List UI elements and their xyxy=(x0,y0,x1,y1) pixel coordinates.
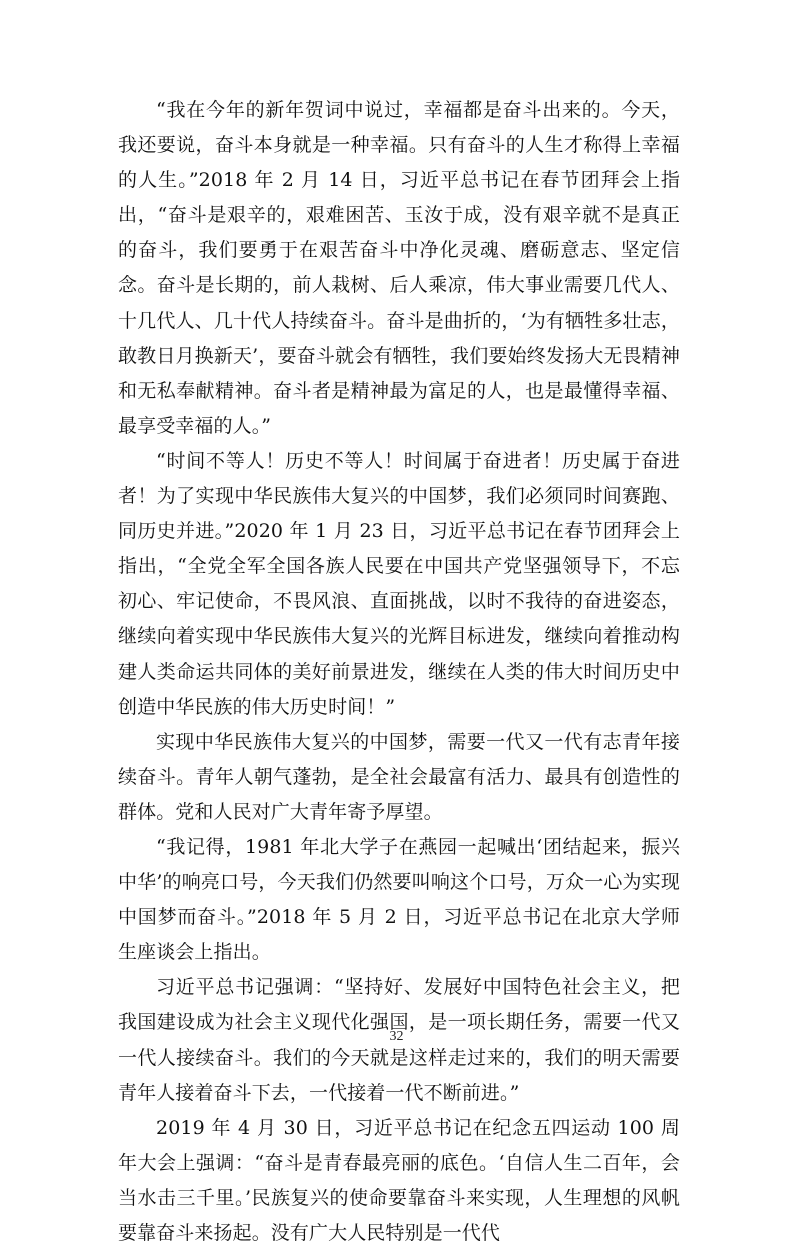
page-number: 32 xyxy=(389,1029,404,1044)
body-text xyxy=(118,93,680,1251)
paragraph-1: “我在今年的新年贺词中说过，幸福都是奋斗出来的。今天，我还要说，奋斗本身就是一种幸福。只有奋斗的人生才称得上幸福的人生。”2018 年 2 月 14 日，习近平总书记在春节团拜会上指出，“奋斗是艰辛的，艰难困苦、玉汝于成，没有艰辛就不是真正的奋斗，我们要勇于在艰苦奋斗中净化灵魂、磨砺意志、坚定信念。奋斗是长期的，前人栽树、后人乘凉，伟大事业需要几代人、十几代人、几十代人持续奋斗。奋斗是曲折的，‘为有牺牲多壮志，敢教日月换新天’，要奋斗就会有牺牲，我们要始终发扬大无畏精神和无私奉献精神。奋斗者是精神最为富足的人，也是最懂得幸福、最享受幸福的人。” xyxy=(118,99,680,437)
paragraph-3: 实现中华民族伟大复兴的中国梦，需要一代又一代有志青年接续奋斗。青年人朝气蓬勃，是全社会最富有活力、最具有创造性的群体。党和人民对广大青年寄予厚望。 xyxy=(118,730,680,823)
paragraph-5: 习近平总书记强调：“坚持好、发展好中国特色社会主义，把我国建设成为社会主义现代化强国，是一项长期任务，需要一代又一代人接续奋斗。我们的今天就是这样走过来的，我们的明天需要青年人接着奋斗下去，一代接着一代不断前进。” xyxy=(118,976,680,1104)
paragraph-2: “时间不等人！历史不等人！时间属于奋进者！历史属于奋进者！为了实现中华民族伟大复兴的中国梦，我们必须同时间赛跑、同历史并进。”2020 年 1 月 23 日，习近平总书记在春节团拜会上指出，“全党全军全国各族人民要在中国共产党坚强领导下，不忘初心、牢记使命，不畏风浪、直面挑战，以时不我待的奋进姿态，继续向着实现中华民族伟大复兴的光辉目标进发，继续向着推动构建人类命运共同体的美好前景进发，继续在人类的伟大时间历史中创造中华民族的伟大历史时间！” xyxy=(118,449,680,718)
paragraph-4: “我记得，1981 年北大学子在燕园一起喊出‘团结起来，振兴中华’的响亮口号，今天我们仍然要叫响这个口号，万众一心为实现中国梦而奋斗。”2018 年 5 月 2 日，习近平总书记在北京大学师生座谈会上指出。 xyxy=(118,835,680,964)
paragraph-6: 2019 年 4 月 30 日，习近平总书记在纪念五四运动 100 周年大会上强调：“奋斗是青春最亮丽的底色。‘自信人生二百年，会当水击三千里。’民族复兴的使命要靠奋斗来实现，人生理想的风帆要靠奋斗来扬起。没有广大人民特别是一代代 xyxy=(118,1116,680,1244)
